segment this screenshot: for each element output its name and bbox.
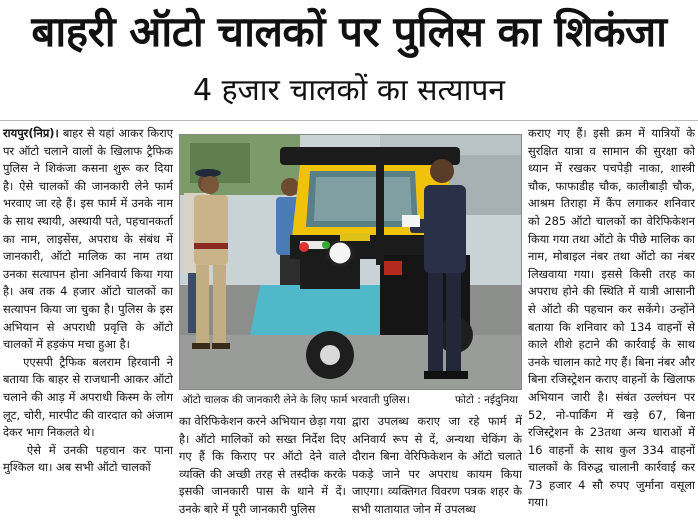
photo-caption: ऑटो चालक की जानकारी लेने के लिए फार्म भरवाती पुलिस। bbox=[182, 394, 410, 406]
article-column-4 bbox=[528, 125, 695, 527]
paragraph-1: बाहर से यहां आकर किराए पर ऑटो चलाने वालों के खिलाफ ट्रैफिक पुलिस ने शिकंजा कसना शुरू कर दिया है। ऐसे चालकों की जानकारी लेने फार्म भरवाए जा रहे हैं। इस फार्म में उनके नाम के साथ स्थायी, अस्थायी पते, पहचानकर्ता का नाम, लाइसेंस, अपराध के संबंध में जानकारी, ऑटो मालिक का नाम तथा उनका सत्यापन होना अनिवार्य किया गया है। अब तक 4 हजार ऑटो चालकों का सत्यापन किया जा चुका है। पुलिस के इस अभियान से अपराधी प्रवृत्ति के ऑटो चालकों में हड़कंप मचा हुआ है। bbox=[3, 126, 173, 352]
paragraph-6: कराए गए हैं। इसी क्रम में यात्रियों के सुरक्षित यात्रा व सामान की सुरक्षा को ध्यान में रखकर पचपेड़ी नाका, शास्त्री चौक, फाफाडीह चौक, कालीबाड़ी चौक, आश्रम तिराहा में कैंप लगाकर शनिवार को 285 ऑटो चालकों का वेरिफिकेशन किया गया तथा ऑटो के पीछे मालिक का नाम, मोबाइल नंबर तथा ऑटो का नंबर लिखवाया गया। इससे किसी तरह का अपराध होने की स्थिति में यात्री आसानी से ऑटो की पहचान कर सकेंगे। उन्होंने बताया कि शनिवार को 134 वाहनों से काले शीशे हटाने की कार्रवाई के साथ उनके चालान काटे गए हैं। बिना नंबर और बिना रजिस्ट्रेशन कराए वाहनों के खिलाफ अभियान जारी है। संबंत उल्लंघन पर 52, नो-पार्किंग में खड़े 67, बिना रजिस्ट्रेशन के 23तथा अन्य धाराओं में 16 वाहनों के साथ कुल 334 वाहनों चालकों के विरुद्ध चालानी कार्रवाई कर 73 हजार 4 सौ रुपए जुर्माना वसूला गया। bbox=[528, 126, 695, 510]
paragraph-4: का वेरिफिकेशन करने अभियान छेड़ा गया है। ऑटो मालिकों को सख्त निर्देश दिए गए हैं कि किराए पर ऑटो देने वाले व्यक्ति की अच्छी तरह से तस्दीक करके इसकी जानकारी पास के थाने में दें। उनके बारे में पूरी जानकारी पुलिस bbox=[179, 414, 346, 516]
paragraph-5: द्वारा उपलब्ध कराए जा रहे फार्म में अनिवार्य रूप से दें, अन्यथा चेकिंग के दौरान बिना वेरिफिकेशन के ऑटो चलाते पकड़े जाने पर अपराध कायम किया जाएगा। व्यक्तिगत विवरण पत्रक शहर के सभी यातायात जोन में उपलब्ध bbox=[352, 414, 522, 516]
subheadline: 4 हजार चालकों का सत्यापन bbox=[192, 73, 506, 108]
photo-credit: फोटो : नईदुनिया bbox=[455, 394, 518, 406]
article-column-1 bbox=[3, 125, 173, 527]
paragraph-2: एएसपी ट्रैफिक बलराम हिरवानी ने बताया कि बाहर से राजधानी आकर ऑटो चलाने की आड़ में अपराधी किस्म के लोग लूट, चोरी, मारपीट की वारदात को अंजाम देकर भाग निकलते थे। bbox=[3, 354, 173, 440]
news-photo bbox=[179, 134, 522, 390]
article-column-2 bbox=[179, 413, 346, 527]
photo-illustration bbox=[180, 135, 522, 390]
paragraph-3: ऐसे में उनकी पहचान कर पाना मुश्किल था। अब सभी ऑटो चालकों bbox=[3, 442, 173, 475]
article-column-3 bbox=[352, 413, 522, 527]
photo-caption-bar bbox=[179, 391, 522, 409]
header-divider bbox=[0, 120, 698, 121]
dateline: रायपुर(निप्र)। bbox=[3, 126, 59, 140]
headline: बाहरी ऑटो चालकों पर पुलिस का शिकंजा bbox=[31, 7, 667, 56]
